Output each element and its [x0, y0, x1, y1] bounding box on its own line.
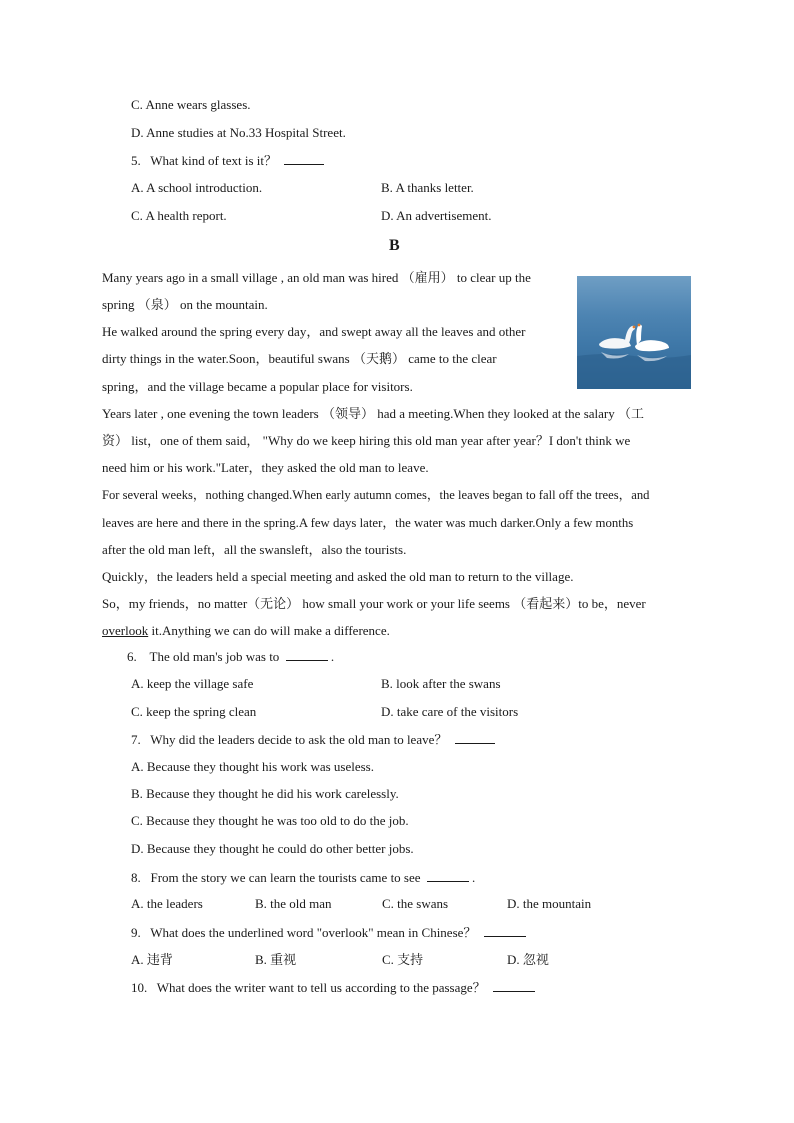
prev-option-d: D. Anne studies at No.33 Hospital Street. — [131, 125, 346, 140]
passage-line-5: spring，and the village became a popular place for visitors. — [102, 379, 413, 394]
question-10 — [131, 979, 535, 996]
q7-option-b: B. Because they thought he did his work carelessly. — [131, 786, 399, 801]
question-5 — [131, 152, 324, 169]
q7-option-d: D. Because they thought he could do other better jobs. — [131, 841, 414, 856]
passage-line-10: leaves are here and there in the spring.A few days later，the water was much darker.Only a few months — [102, 516, 634, 530]
passage-line-13: So，my friends，no matter（无论） how small your work or your life seems （看起来）to be，never — [102, 596, 646, 611]
section-title: B — [389, 237, 400, 254]
question-10-stem: 10. What does the writer want to tell us according to the passage？ — [131, 980, 486, 995]
answer-blank-9[interactable] — [484, 924, 526, 937]
q6-option-c: C. keep the spring clean — [131, 704, 257, 719]
q8-option-a: A. the leaders — [131, 896, 203, 911]
passage-line-1: Many years ago in a small village , an old man was hired （雇用） to clear up the — [102, 270, 531, 285]
question-6-end: . — [327, 649, 335, 664]
q5-option-b: B. A thanks letter. — [381, 180, 474, 195]
q9-option-d: D. 忽视 — [507, 952, 549, 967]
q6-option-d: D. take care of the visitors — [381, 704, 519, 719]
q8-option-d: D. the mountain — [507, 896, 592, 911]
passage-line-9: For several weeks，nothing changed.When early autumn comes，the leaves began to fall off the trees，and — [102, 488, 650, 502]
q5-option-a: A. A school introduction. — [131, 180, 263, 195]
swan-icon — [577, 276, 691, 389]
passage-line-4: dirty things in the water.Soon，beautiful swans （天鹅） came to the clear — [102, 351, 497, 366]
question-9-stem: 9. What does the underlined word "overlook" mean in Chinese？ — [131, 925, 477, 940]
q8-option-c: C. the swans — [382, 896, 449, 911]
question-9 — [131, 924, 526, 941]
question-6 — [127, 648, 334, 665]
q6-option-b: B. look after the swans — [381, 676, 501, 691]
question-8-end: . — [468, 870, 476, 885]
question-6-stem: 6. The old man's job was to — [127, 649, 280, 664]
q5-option-c: C. A health report. — [131, 208, 227, 223]
passage-line-14-rest: it.Anything we can do will make a difference. — [148, 623, 390, 638]
question-8-stem: 8. From the story we can learn the tourists came to see — [131, 870, 421, 885]
passage-line-11: after the old man left，all the swansleft，also the tourists. — [102, 542, 407, 557]
q9-option-b: B. 重视 — [255, 952, 297, 967]
passage-line-3: He walked around the spring every day，and swept away all the leaves and other — [102, 324, 526, 339]
answer-blank-6[interactable] — [286, 648, 328, 661]
passage-line-7: 资） list，one of them said， "Why do we keep hiring this old man year after year？I don't think we — [102, 433, 631, 448]
answer-blank-5[interactable] — [284, 152, 324, 165]
underlined-word: overlook — [102, 623, 149, 638]
swan-photo — [577, 276, 691, 389]
question-8 — [131, 869, 475, 886]
answer-blank-10[interactable] — [493, 979, 535, 992]
q7-option-c: C. Because they thought he was too old to do the job. — [131, 813, 409, 828]
passage-line-2: spring （泉） on the mountain. — [102, 297, 268, 312]
q8-option-b: B. the old man — [255, 896, 332, 911]
prev-option-c: C. Anne wears glasses. — [131, 97, 251, 112]
answer-blank-8[interactable] — [427, 869, 469, 882]
passage-line-6: Years later , one evening the town leaders （领导） had a meeting.When they looked at the salary （工 — [102, 406, 644, 421]
question-7 — [131, 731, 495, 748]
question-5-stem: 5. What kind of text is it？ — [131, 153, 277, 168]
passage-line-12: Quickly，the leaders held a special meeting and asked the old man to return to the village. — [102, 569, 574, 584]
q7-option-a: A. Because they thought his work was useless. — [131, 759, 374, 774]
q9-option-a: A. 违背 — [131, 952, 173, 967]
q6-option-a: A. keep the village safe — [131, 676, 254, 691]
q9-option-c: C. 支持 — [382, 952, 424, 967]
passage-line-14 — [102, 623, 390, 639]
passage-line-8: need him or his work."Later，they asked the old man to leave. — [102, 460, 429, 475]
question-7-stem: 7. Why did the leaders decide to ask the old man to leave？ — [131, 732, 448, 747]
answer-blank-7[interactable] — [455, 731, 495, 744]
q5-option-d: D. An advertisement. — [381, 208, 492, 223]
